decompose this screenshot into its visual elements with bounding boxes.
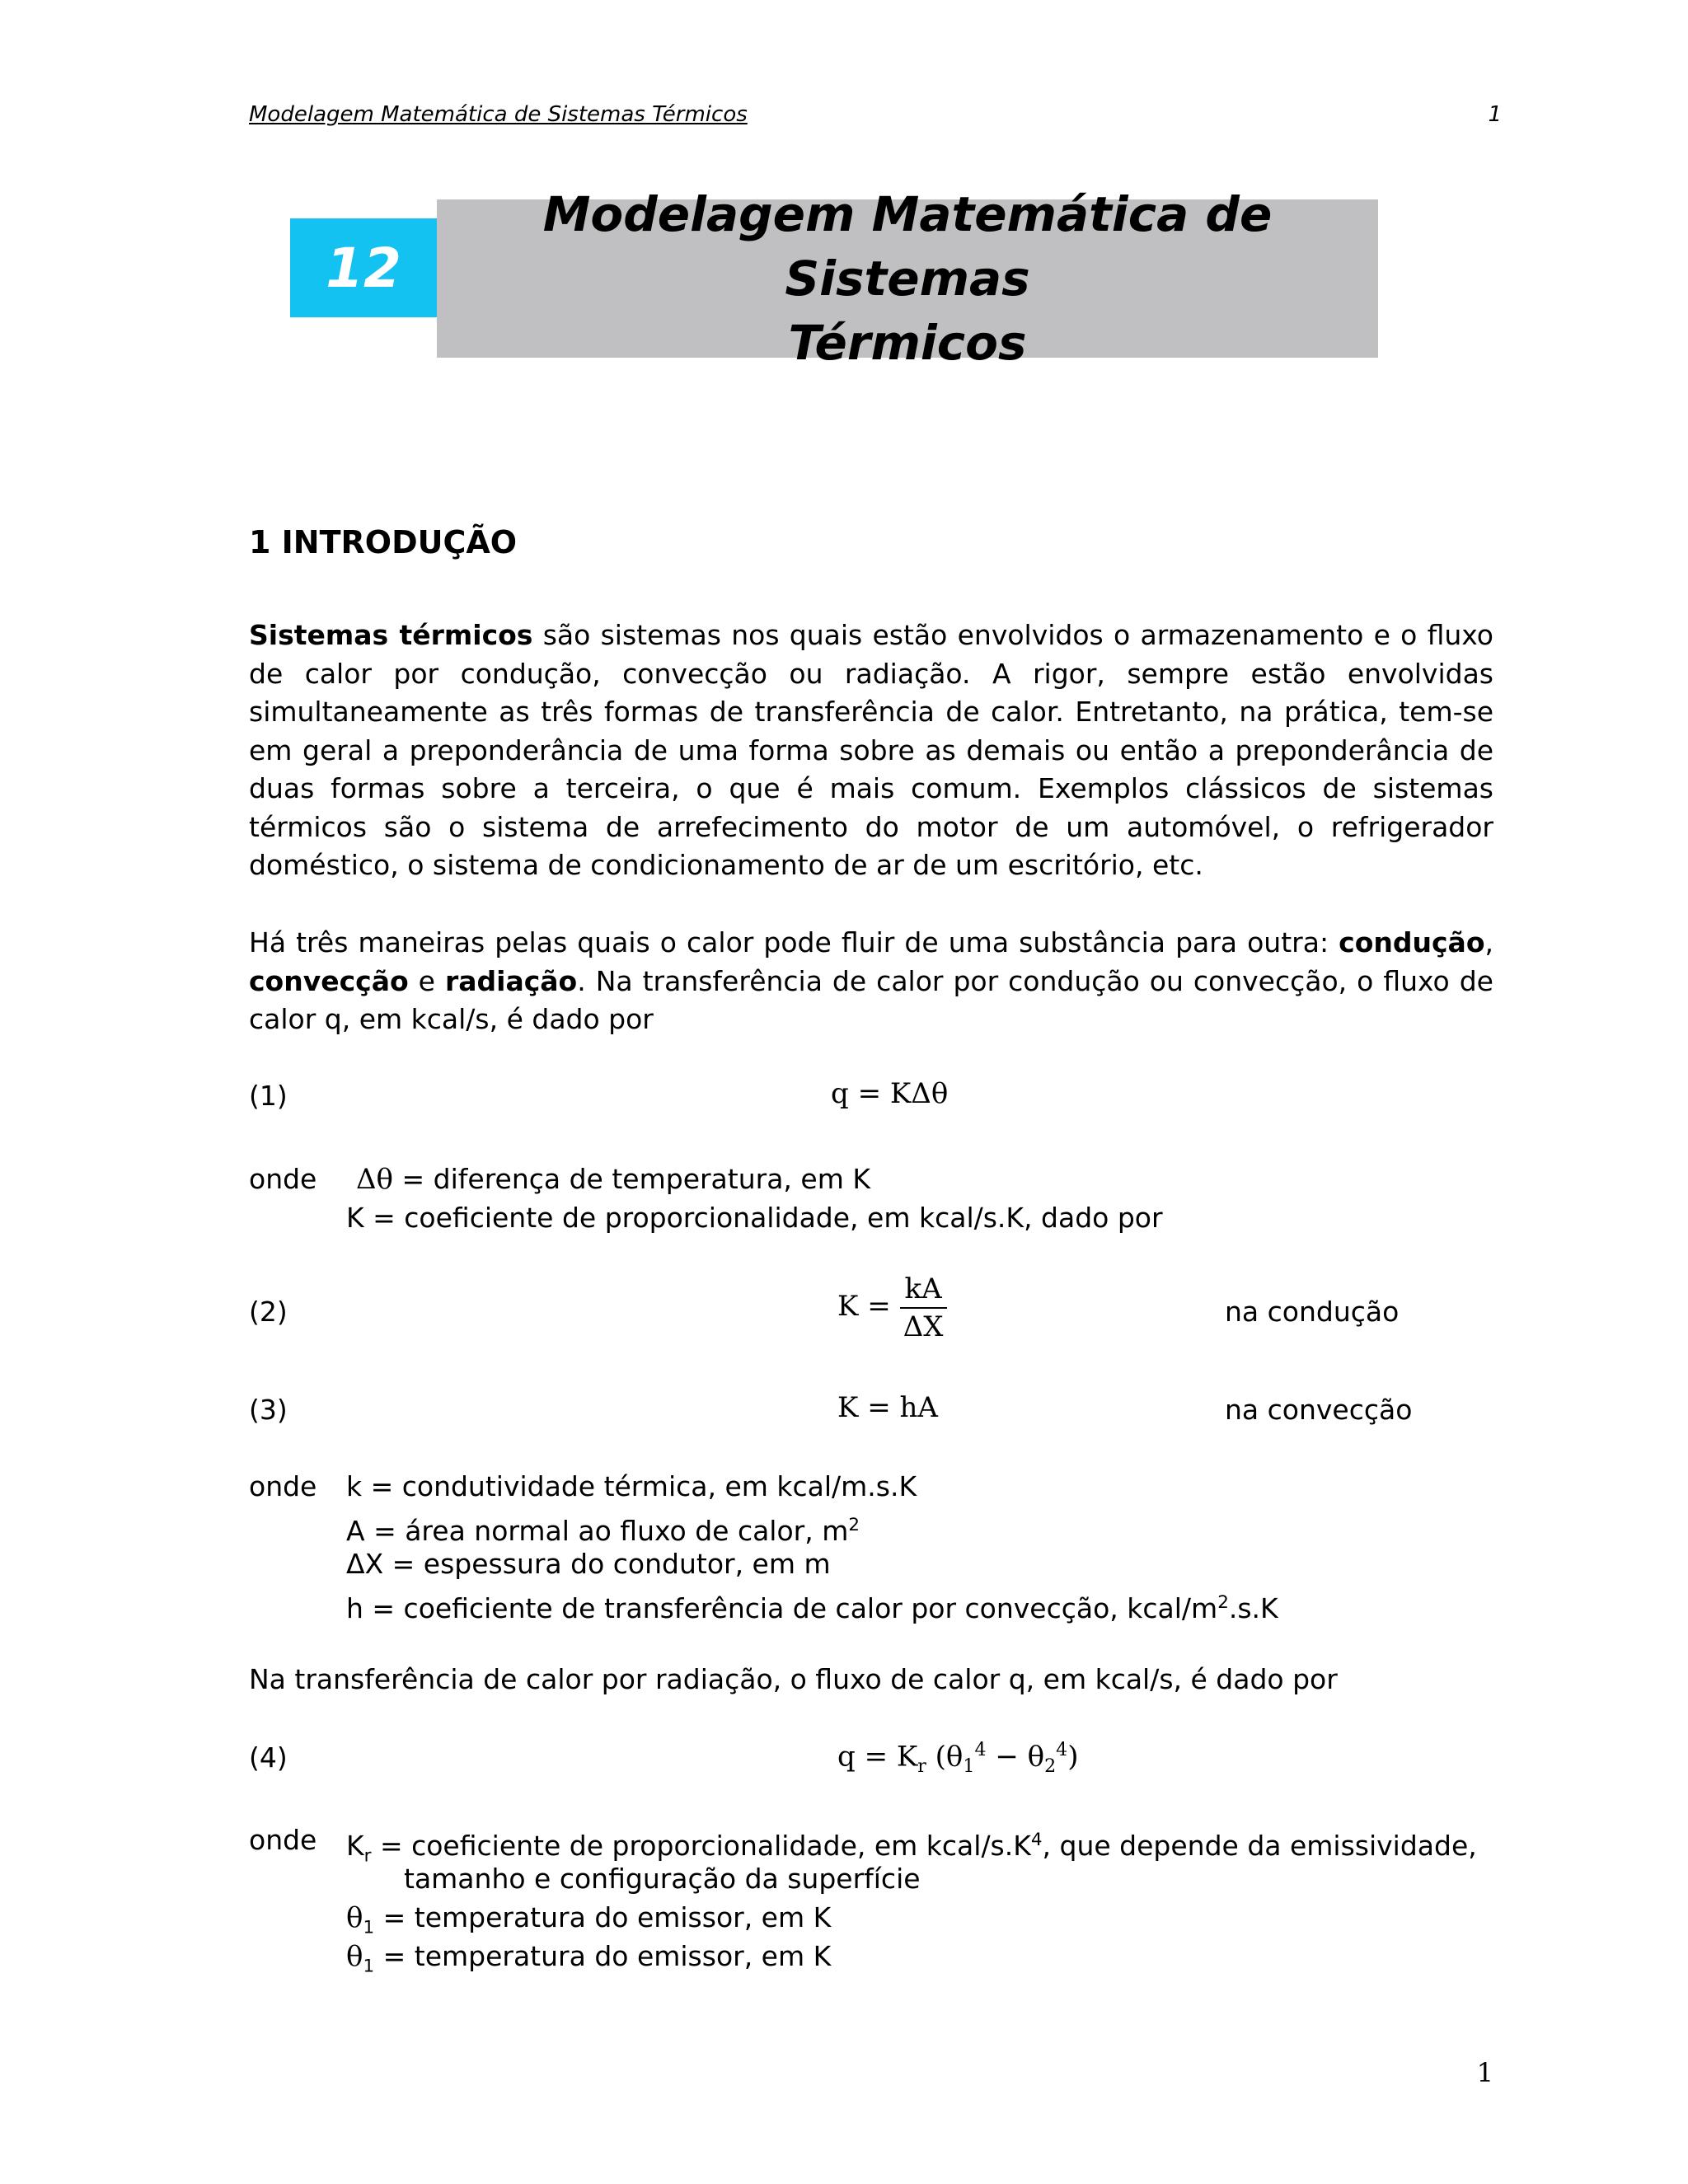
where3-line1-continuation: tamanho e configuração da superfície (404, 1863, 921, 1895)
eq2-numerator: kA (900, 1272, 947, 1309)
eq2-note: na condução (1225, 1296, 1400, 1328)
term-sistemas-termicos: Sistemas térmicos (249, 619, 533, 651)
where1-line2: K = coeficiente de proporcionalidade, em kcal/s.K, dado por (346, 1202, 1163, 1234)
where3-kr-sub: r (363, 1845, 372, 1867)
eq4-close: ) (1067, 1740, 1079, 1774)
p2-text-e: . Na transferência de calor por condução ou convecção, o fluxo de calor q, em kcal/s, é dado por (249, 964, 1493, 1035)
where1-onde: onde (249, 1163, 317, 1195)
where3-onde: onde (249, 1824, 317, 1856)
footer-page-number: 1 (1476, 2057, 1493, 2088)
eq1-delta-theta: Δθ (911, 1077, 949, 1110)
p2-text-c: , (1484, 926, 1493, 958)
eq4-sup1: 4 (974, 1739, 987, 1760)
eq4-sub-r: r (917, 1755, 926, 1778)
where3-line2-text: = temperatura do emissor, em K (374, 1901, 832, 1933)
intro-paragraph-2 (249, 924, 1493, 1039)
eq1-label: (1) (249, 1080, 288, 1112)
eq4-open: (θ (926, 1740, 964, 1774)
where3-line1-sup: 4 (1030, 1830, 1043, 1850)
where2-line1: k = condutividade térmica, em kcal/m.s.K (346, 1470, 917, 1502)
eq3-expression: K = hA (837, 1391, 938, 1424)
eq2-lhs: K = (837, 1290, 891, 1323)
eq1-expression (831, 1077, 948, 1110)
chapter-title-box (437, 186, 1378, 371)
running-header-title: Modelagem Matemática de Sistemas Térmicos (249, 102, 748, 127)
intro-paragraph-1-text: são sistemas nos quais estão envolvidos o armazenamento e o fluxo de calor por condução, convecção ou radiação. A rigor, sempre estão envolvidas simultaneamente as três formas de transferência de calor. Entretanto, na prática, tem-se em geral a preponderância de uma forma sobre as demais ou então a preponderância de duas formas sobre a terceira, o que é mais comum. Exemplos clássicos de sistemas térmicos são o sistema de arrefecimento do motor de um automóvel, o refrigerador doméstico, o sistema de condicionamento de ar de um escritório, etc. (249, 619, 1493, 881)
chapter-number-badge (290, 218, 437, 317)
eq2-label: (2) (249, 1296, 288, 1328)
eq3-note: na convecção (1225, 1394, 1413, 1426)
where3-line1-text-b: = coeficiente de proporcionalidade, em kcal/s.K (371, 1830, 1031, 1862)
term-radiacao: radiação (444, 964, 578, 997)
term-conducao: condução (1339, 926, 1485, 958)
chapter-number: 12 (326, 236, 401, 300)
eq4-lhs: q = K (837, 1740, 918, 1774)
running-header (249, 102, 1502, 135)
radiation-intro: Na transferência de calor por radiação, o fluxo de calor q, em kcal/s, é dado por (249, 1663, 1338, 1695)
theta-symbol: θ (346, 1901, 363, 1934)
where3-line1-text-c: , que depende da emissividade, (1042, 1830, 1477, 1862)
eq4-label: (4) (249, 1741, 288, 1774)
eq2-fraction (900, 1272, 947, 1343)
eq4-minus: − θ (986, 1740, 1045, 1774)
p2-text-a: Há três maneiras pelas quais o calor pode fluir de uma substância para outra: (249, 926, 1339, 958)
eq3-label: (3) (249, 1394, 288, 1426)
where2-line4-sup: 2 (1217, 1592, 1229, 1613)
where1-line1 (356, 1160, 870, 1198)
theta-symbol: θ (346, 1940, 363, 1973)
where2-line2-text: A = área normal ao fluxo de calor, m (346, 1515, 849, 1547)
p2-text-d: e (408, 964, 445, 997)
delta-theta-symbol: Δθ (356, 1163, 394, 1196)
eq4-sub1: 1 (963, 1755, 975, 1778)
where2-line3: ΔX = espessura do condutor, em m (346, 1548, 831, 1580)
eq4-sub2: 2 (1044, 1755, 1057, 1778)
where3-line3-text: = temperatura do emissor, em K (374, 1940, 832, 1972)
intro-paragraph-1 (249, 616, 1493, 885)
where2-onde: onde (249, 1470, 317, 1502)
where1-line1-text: = diferença de temperatura, em K (393, 1163, 870, 1195)
eq4-expression (837, 1739, 1078, 1777)
chapter-title-line1: Modelagem Matemática de Sistemas (542, 186, 1273, 307)
where2-line2-sup: 2 (848, 1515, 860, 1535)
theta-sub: 1 (363, 1956, 375, 1977)
where2-line2 (346, 1507, 860, 1550)
eq1-lhs: q = K (831, 1077, 912, 1110)
running-header-page-number: 1 (1488, 102, 1502, 127)
eq4-sup2: 4 (1056, 1739, 1068, 1760)
eq2-denominator: ΔX (903, 1310, 944, 1343)
where3-kr: K (346, 1830, 364, 1862)
term-conveccao: convecção (249, 964, 409, 997)
where3-line3 (346, 1938, 831, 1986)
where2-line4-text-a: h = coeficiente de transferência de calor por convecção, kcal/m (346, 1592, 1218, 1624)
where2-line4-text-b: .s.K (1228, 1592, 1278, 1624)
chapter-title-line2: Térmicos (788, 315, 1027, 371)
theta-sub: 1 (363, 1917, 375, 1938)
section-heading: 1 INTRODUÇÃO (249, 524, 518, 560)
where2-line4 (346, 1584, 1278, 1628)
eq2-expression (837, 1272, 947, 1343)
